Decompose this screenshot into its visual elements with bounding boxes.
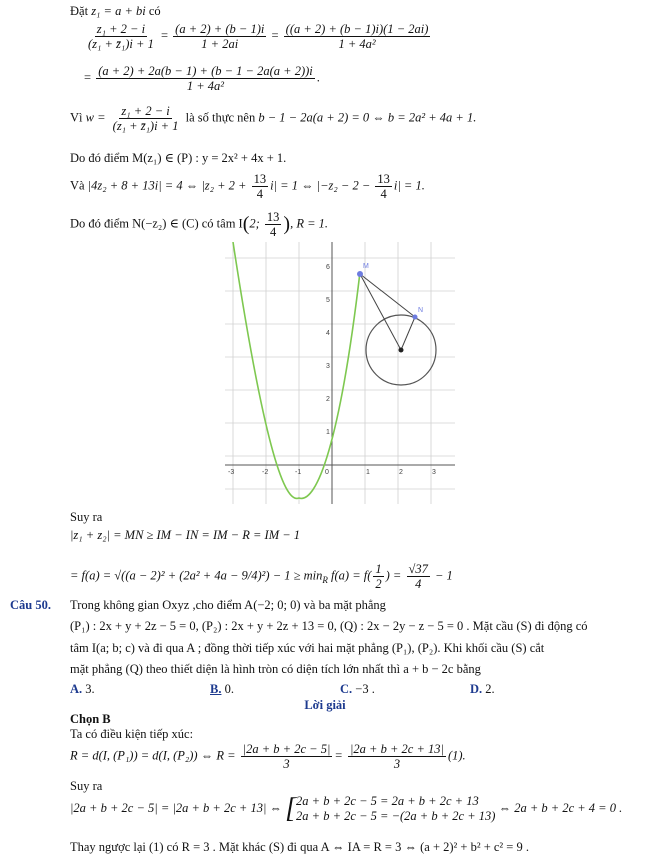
eq1-lhs [86,22,156,51]
solution-heading: Lời giải [304,698,346,712]
eq1-mid [173,22,266,51]
x-tick-label: -2 [262,469,269,476]
n-r: , R = 1. [290,216,329,231]
eq2-frac [96,64,315,93]
question-line-4: mặt phẳng (Q) theo thiết diện là hình tròn có diện tích lớn nhất thì a + b − 2c bằng [70,662,481,676]
question-line-2: (P₁) : 2x + y + 2z − 5 = 0, (P₂) : 2x + y + 2z + 13 = 0, (Q) : 2x − 2y − z − 5 = 0 . Mặt cầu (S) đi động có [70,619,588,633]
suy-ra-1: Suy ra [70,510,103,524]
option-b-value: 0. [224,682,234,696]
eq2-den: 1 + 4a² [186,79,225,93]
r-eq-n2: |2a + b + 2c + 13| [349,742,444,756]
va-frac-1 [252,172,269,201]
va-line [70,172,425,201]
inequality-2 [70,562,453,591]
eq1-mid-den: 1 + 2ai [201,37,239,51]
half-den: 2 [375,577,382,591]
vi-mid: là số thực nên [185,110,256,125]
point-n [413,315,418,320]
va-eq: |4z₂ + 8 + 13i| = 4 ⇔ |z₂ + 2 + [87,178,250,193]
segment-m-i [360,274,401,350]
n-pt: 2; [249,216,263,231]
ineq2-pre: = f(a) = √((a − 2)² + (2a² + 4a − 9/4)²) − 1 ≥ min [70,568,323,583]
abs-end: ⇔ 2a + b + 2c + 4 = 0 . [498,800,623,815]
label-n: N [418,307,424,314]
y-tick-label: 6 [326,264,330,271]
y-tick-labels [326,264,330,436]
parabola-curve [233,242,360,498]
answer-choice: Chọn B [70,712,111,726]
eq1-lhs-den: (z₁ + z̄₁)i + 1 [88,37,154,51]
option-a [70,682,95,697]
question-label: Câu 50. [10,598,51,612]
option-a-key: A. [70,682,83,696]
va-eq3: i| = 1. [393,178,425,193]
option-d [470,682,495,697]
n-frac-num: 13 [266,210,280,224]
y-tick-label: 4 [326,330,330,337]
option-c-key: C. [340,682,353,696]
point-m [357,271,363,277]
option-d-value: 2. [485,682,495,696]
option-b [210,682,234,697]
vi-line [70,104,476,133]
intro-line [70,4,161,19]
vi-pre: Vì [70,110,83,125]
ineq2-sub: R [322,574,328,585]
va-frac1-num: 13 [253,172,267,186]
n-frac-den: 4 [270,225,277,239]
eq2-num: (a + 2) + 2a(b − 1) + (b − 1 − 2a(a + 2))i [98,64,313,78]
r-eq-n1: |2a + b + 2c − 5| [242,742,331,756]
va-eq2: i| = 1 ⇔ |−z₂ − 2 − [270,178,374,193]
eq1-rhs-num: ((a + 2) + (b − 1)i)(1 − 2ai) [285,22,429,36]
r-eq-frac-2 [348,742,446,771]
root-den: 4 [415,577,422,591]
intro-z-def: z₁ = a + bi [91,4,146,18]
graph-axes [225,242,455,504]
n-frac [265,210,282,239]
option-c [340,682,375,697]
absolute-value-equation: |2a + b + 2c − 5| = |2a + b + 2c + 13| ⇔ [ 2a + b + 2c − 5 = 2a + b + 2c + 13 2a + b + 2c − 5 = −(2a + b + 2c + 13) ⇔ 2a + b + 2c + 4 = 0 . [70,793,623,824]
y-tick-label: 1 [326,429,330,436]
r-eq-d1: 3 [283,757,290,771]
point-n-line: Do đó điểm N(−z₂) ∈ (C) có tâm I(2; $\frac{13}{4}$ ), R = 1. [70,210,329,239]
inequality-1: |z₁ + z₂| = MN ≥ IM − IN = IM − R = IM − 1 [70,528,301,542]
eq1-rhs-den: 1 + 4a² [338,37,376,51]
final-line: Thay ngược lại (1) có R = 3 . Mặt khác (S) đi qua A ⇔ IA = R = 3 ⇔ (a + 2)² + b² + c² = 9 . [70,840,529,854]
abs-pre: |2a + b + 2c − 5| = |2a + b + 2c + 13| ⇔ [70,800,283,815]
point-i [399,348,404,353]
parabola-circle-graph [225,242,455,504]
radius-equation: R = d(I, (P₁)) = d(I, (P₂)) ⇔ R = $\frac{|2a + b + 2c - 5|}{3}$ = $\frac{|2a + b + 2c + 13|}{3}$ (1). [70,742,466,771]
intro-dat: Đặt [70,4,89,18]
label-m: M [363,263,369,270]
abs-case-1: 2a + b + 2c − 5 = 2a + b + 2c + 13 [296,794,479,808]
va-frac2-num: 13 [377,172,390,186]
option-a-value: 3. [85,682,95,696]
x-tick-label: 2 [399,469,403,476]
ineq2-mid: f(a) = f( [327,568,372,583]
r-eq-pre: R = d(I, (P₁)) = d(I, (P₂)) ⇔ R = [70,748,236,763]
x-tick-label: 0 [325,469,329,476]
ineq2-eq: ) = [385,568,405,583]
ineq2-end: − 1 [431,568,453,583]
vi-w-num: z₁ + 2 − i [121,104,170,118]
option-c-value: −3 . [355,682,375,696]
vi-cond: b − 1 − 2a(a + 2) = 0 ⇔ b = 2a² + 4a + 1. [258,110,477,125]
x-tick-label: 1 [366,469,370,476]
question-line-3: tâm I(a; b; c) và đi qua A ; đồng thời tiếp xúc với hai mặt phẳng (P₁), (P₂). Khi khối cầu (S) cắt [70,641,545,655]
point-m-line: Do đó điểm M(z₁) ∈ (P) : y = 2x² + 4x + 1. [70,151,287,165]
ineq2-root [407,562,430,591]
r-eq-frac-1 [241,742,333,771]
option-d-key: D. [470,682,483,696]
option-b-key: B. [210,682,222,696]
r-eq-d2: 3 [393,757,401,771]
abs-case-2: 2a + b + 2c − 5 = −(2a + b + 2c + 13) [296,809,496,823]
suy-ra-2: Suy ra [70,779,103,793]
x-tick-label: -3 [228,469,235,476]
equation-2: = $\frac{(a + 2) + 2a(b - 1) + (b - 1 - 2a(a + 2))i}{\text{1 + 4a²}}$ . [84,64,320,93]
segment-m-n [360,274,415,317]
y-tick-label: 3 [326,363,330,370]
root-num: √37 [408,562,428,576]
x-tick-label: 3 [432,469,436,476]
eq1-lhs-num: z₁ + 2 − i [96,22,146,36]
segment-n-i [401,317,415,350]
abs-cases [296,794,495,824]
ineq2-half [373,562,383,591]
va-frac2-den: 4 [380,187,387,201]
eq1-mid-num: (a + 2) + (b − 1)i [175,22,265,36]
va-pre: Và [70,178,85,193]
vi-w-den: (z₁ + z̄₁)i + 1 [112,119,179,133]
vi-w: w = [85,110,106,125]
tangent-condition: Ta có điều kiện tiếp xúc: [70,727,194,741]
n-text: Do đó điểm N(−z₂) ∈ (C) có tâm I [70,216,243,231]
question-line-1: Trong không gian Oxyz ,cho điểm A(−2; 0; 0) và ba mặt phẳng [70,598,386,612]
r-eq-end: (1). [447,748,466,763]
y-tick-label: 5 [326,297,330,304]
half-num: 1 [375,562,382,576]
equation-1: $\frac{\text{z₁ + 2 − i}}{\text{(z₁ + z̄₁)i + 1}}$ = $\frac{(a + 2) + (b - 1)i}{1 + 2ai}$ = $\frac{((a + 2) + (b - 1)i)(1 - 2ai)}{\text{1 + 4a²}}$ [88,22,429,51]
vi-w-frac [111,104,181,133]
y-tick-label: 2 [326,396,330,403]
eq1-rhs [284,22,431,51]
va-frac-2 [375,172,392,201]
intro-co: có [148,4,161,18]
x-tick-label: -1 [295,469,302,476]
va-frac1-den: 4 [256,187,263,201]
